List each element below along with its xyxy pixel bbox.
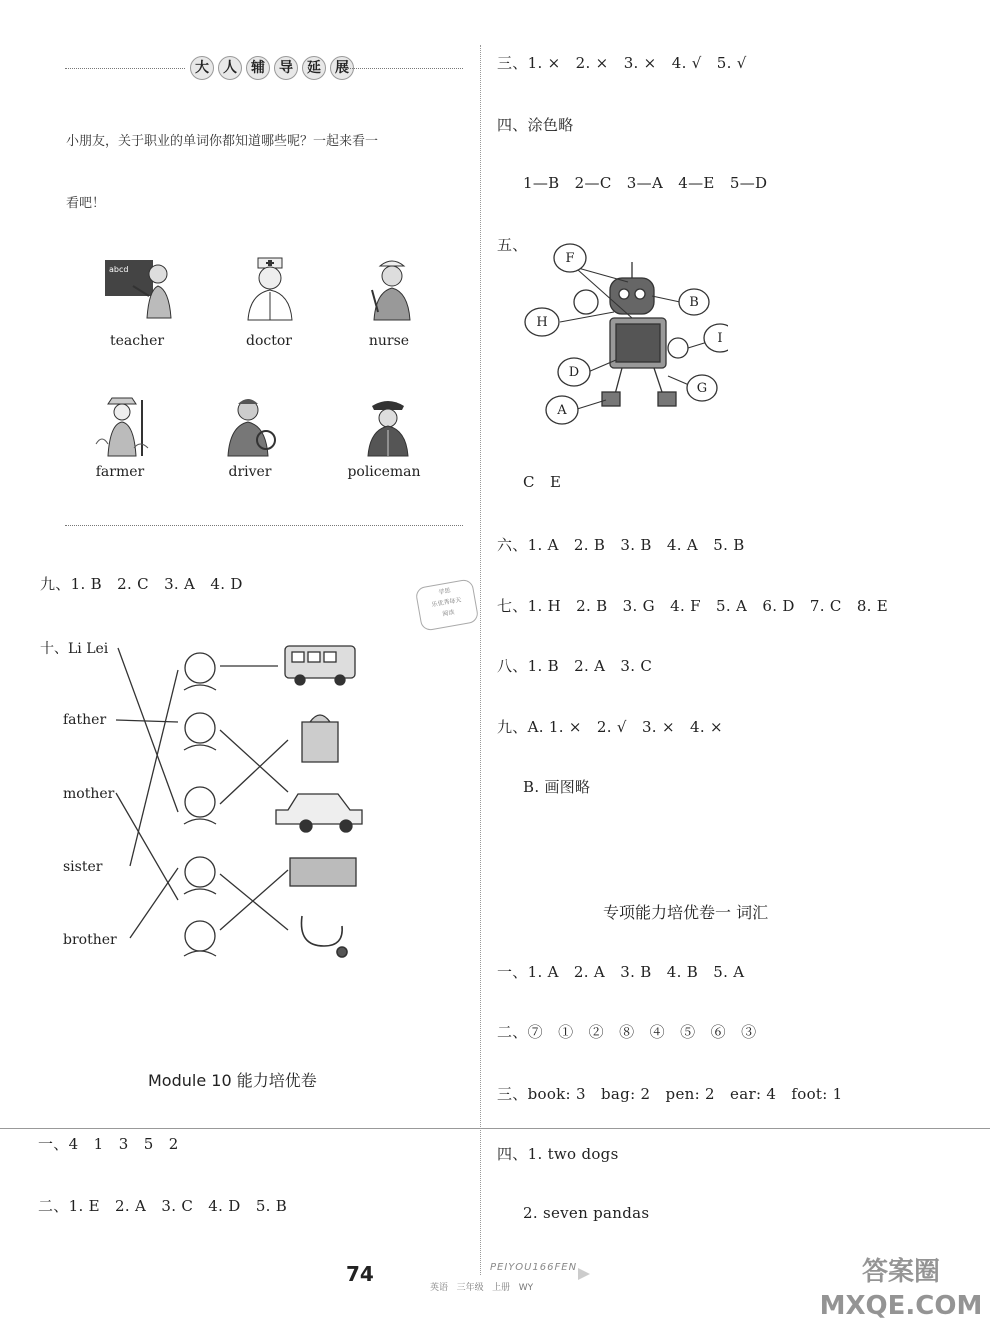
svg-text:abcd: abcd [109,265,129,274]
doctor-illustration [242,256,298,322]
banner-title [188,56,356,80]
page-number: 74 [346,1262,374,1286]
module-title: Module 10 能力培优卷 [148,1071,317,1090]
policeman-illustration [362,396,414,458]
watermark-logo: 答案圈 MXQE.COM [819,1257,983,1321]
driver-illustration [222,394,280,458]
answer-q8: 八、1. B 2. A 3. C [497,657,653,675]
section-divider [65,525,463,526]
banner-rule-left [65,68,185,69]
family-label: father [63,712,107,728]
robot-diagram [518,240,728,430]
footer-brand: PEIYOU166FEN [490,1262,578,1273]
teacher-illustration [103,256,175,322]
robot-letter: F [565,251,575,266]
banner-char: 大 [190,56,214,80]
banner-char: 人 [218,56,242,80]
family-label: mother [63,786,115,802]
answer-q4: 四、涂色略 [497,116,574,134]
occupation-label: policeman [347,464,421,480]
occupation-label: farmer [95,464,145,480]
answer-q7: 七、1. H 2. B 3. G 4. F 5. A 6. D 7. C 8. E [497,597,889,615]
banner-char: 延 [302,56,326,80]
family-label: sister [63,859,103,875]
stamp-seal [415,578,480,631]
stamp-line: 乐优秀每天 [431,596,462,609]
banner-rule-right [345,68,463,69]
stamp-line: 学思 [438,587,452,597]
answer-special-q3: 三、book: 3 bag: 2 pen: 2 ear: 4 foot: 1 [497,1085,843,1103]
occupation-label: nurse [368,333,410,349]
footer-subtitle: 英语 三年级 上册 WY [430,1283,534,1293]
robot-letter: G [696,381,708,396]
farmer-illustration [94,394,152,458]
stamp-line: 阅读 [441,608,455,618]
answer-special-q4: 四、1. two dogs [497,1145,619,1163]
intro-text-line1: 小朋友，关于职业的单词你都知道哪些呢？一起来看一 [66,134,379,149]
robot-letter: H [536,315,548,330]
footer-arrow-icon [578,1268,590,1280]
robot-letter: A [557,403,567,418]
robot-letter: B [689,295,699,310]
answer-q9-right: 九、A. 1. × 2. √ 3. × 4. × [497,718,723,736]
matching-diagram [110,630,370,960]
answer-special-q2: 二、⑦ ① ② ⑧ ④ ⑤ ⑥ ③ [497,1023,757,1041]
answer-q5-label: 五、 [497,236,528,254]
special-title: 专项能力培优卷一 词汇 [603,903,769,922]
answer-special-q4b: 2. seven pandas [523,1204,650,1222]
banner-char: 导 [274,56,298,80]
occupation-label: teacher [109,333,165,349]
column-divider [480,45,481,1275]
page-rule [0,1128,990,1129]
answer-q9-left: 九、1. B 2. C 3. A 4. D [40,575,243,593]
answer-q6: 六、1. A 2. B 3. B 4. A 5. B [497,536,745,554]
answer-q5b: C E [523,473,562,491]
nurse-illustration [366,256,418,322]
occupation-label: doctor [246,333,292,349]
answer-q3: 三、1. × 2. × 3. × 4. √ 5. √ [497,54,747,72]
occupation-label: driver [228,464,272,480]
answer-special-q1: 一、1. A 2. A 3. B 4. B 5. A [497,963,745,981]
answer-module-q1: 一、4 1 3 5 2 [38,1135,179,1153]
answer-module-q2: 二、1. E 2. A 3. C 4. D 5. B [38,1197,288,1215]
family-label-lilei: 十、Li Lei [40,641,109,657]
robot-letter: D [568,365,580,380]
robot-letter: I [717,331,723,346]
answer-q4b: 1—B 2—C 3—A 4—E 5—D [523,174,768,192]
answer-q9b: B. 画图略 [523,778,591,796]
family-label: brother [63,932,117,948]
banner-char: 展 [330,56,354,80]
intro-text-line2: 看吧！ [66,196,106,211]
banner-char: 辅 [246,56,270,80]
